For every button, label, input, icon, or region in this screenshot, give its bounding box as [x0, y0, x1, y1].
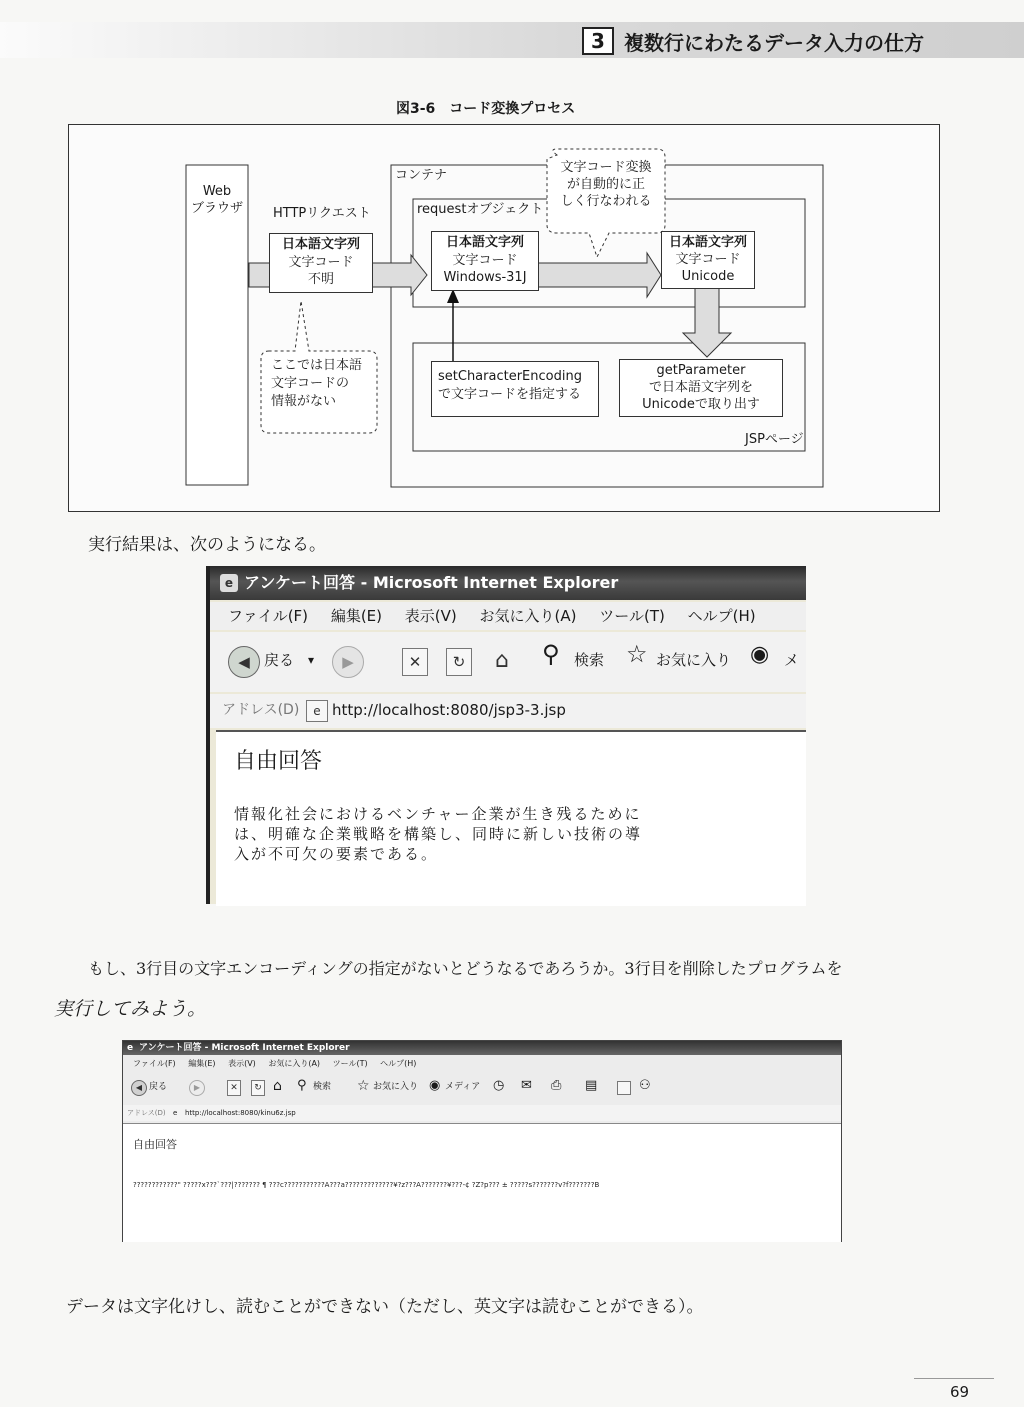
box-request-string	[431, 231, 539, 291]
browser-label-2: ブラウザ	[190, 201, 243, 216]
get-parameter-line2: で日本語文字列を	[648, 380, 753, 395]
browser1-toolbar	[210, 632, 806, 692]
box-browser-line2: 不明	[307, 272, 334, 287]
page-icon-2: e	[173, 1109, 178, 1117]
box-browser-string	[269, 233, 373, 293]
search-label[interactable]: 検索	[574, 651, 605, 669]
browser1-title-bar	[210, 566, 806, 600]
box-request-title: 日本語文字列	[445, 235, 524, 250]
discuss-icon-2[interactable]	[617, 1081, 631, 1095]
browser2-address-bar	[123, 1105, 841, 1121]
menu-help[interactable]: ヘルプ(H)	[687, 607, 756, 625]
callout-none-line-3: 情報がない	[271, 394, 337, 409]
paragraph-result-intro: 実行結果は、次のようになる。	[88, 535, 326, 555]
ie-logo-icon: e	[220, 574, 238, 592]
answer-line-2: は、明確な企業戦略を構築し、同時に新しい技術の導	[234, 825, 643, 843]
paragraph-question-line-1: もし、3行目の文字エンコーディングの指定がないとどうなるであろうか。3行目を削除したプログラムを	[88, 959, 843, 978]
browser2-title: アンケート回答 - Microsoft Internet Explorer	[139, 1043, 350, 1053]
forward-icon-2[interactable]: ▶	[189, 1080, 205, 1096]
favorites-star-icon-2[interactable]: ☆	[357, 1078, 370, 1094]
menu2-file[interactable]: ファイル(F)	[133, 1059, 176, 1068]
figure-caption: 図3-6 コード変換プロセス	[396, 101, 576, 117]
request-object-label: requestオブジェクト	[417, 202, 544, 217]
callout-none-line-2: 文字コードの	[271, 376, 350, 391]
back-label-2[interactable]: 戻る	[149, 1082, 168, 1092]
stop-icon-2[interactable]: ✕	[227, 1080, 241, 1096]
container-label: コンテナ	[395, 168, 448, 183]
favorites-label[interactable]: お気に入り	[656, 651, 732, 669]
back-icon[interactable]: ◀	[228, 646, 260, 678]
browser-window-2	[122, 1040, 842, 1242]
box-request-line1: 文字コード	[452, 253, 518, 268]
paragraph-garbled-explanation: データは文字化けし、読むことができない（ただし、英文字は読むことができる）。	[66, 1297, 704, 1317]
set-encoding-line1: setCharacterEncoding	[438, 369, 582, 384]
set-encoding-line2: で文字コードを指定する	[438, 387, 582, 402]
browser2-ie-icon: e	[127, 1043, 134, 1053]
callout-auto-line-2: が自動的に正	[566, 177, 645, 192]
print-icon-2[interactable]: ⎙	[551, 1078, 562, 1093]
box-unicode-line2: Unicode	[681, 269, 735, 284]
address-url-2[interactable]: http://localhost:8080/kinu6z.jsp	[185, 1109, 296, 1117]
browser-window-1	[206, 566, 806, 904]
chapter-number: 3	[582, 27, 614, 55]
box-request-line2: Windows-31J	[443, 270, 527, 285]
back-icon-2[interactable]: ◀	[131, 1080, 147, 1096]
back-dropdown-icon[interactable]: ▾	[308, 653, 315, 667]
stop-icon[interactable]: ✕	[402, 648, 428, 676]
menu2-tools[interactable]: ツール(T)	[332, 1059, 368, 1068]
browser2-menu-bar	[123, 1057, 841, 1071]
browser1-content	[216, 730, 806, 906]
menu2-help[interactable]: ヘルプ(H)	[380, 1059, 417, 1068]
box-set-encoding	[431, 361, 599, 417]
menu-favorites[interactable]: お気に入り(A)	[479, 607, 577, 625]
home-icon[interactable]: ⌂	[495, 648, 509, 673]
browser2-content	[123, 1123, 841, 1242]
paragraph-question-line-2: 実行してみよう。	[54, 998, 207, 1020]
address-url[interactable]: http://localhost:8080/jsp3-3.jsp	[332, 701, 566, 719]
media-label[interactable]: メ	[784, 651, 800, 669]
menu2-view[interactable]: 表示(V)	[228, 1059, 256, 1068]
address-label: アドレス(D)	[222, 702, 300, 718]
browser1-menu-bar	[210, 602, 806, 630]
page-heading-2: 自由回答	[133, 1138, 177, 1151]
callout-auto-line-1: 文字コード変換	[560, 160, 652, 175]
search-icon[interactable]: ⚲	[542, 640, 560, 668]
edit-icon-2[interactable]: ▤	[585, 1078, 598, 1093]
page-number: 69	[950, 1383, 970, 1401]
menu-file[interactable]: ファイル(F)	[228, 607, 309, 625]
http-request-label: HTTPリクエスト	[273, 206, 371, 221]
get-parameter-line1: getParameter	[656, 363, 746, 378]
media-icon[interactable]: ◉	[750, 642, 770, 667]
refresh-icon-2[interactable]: ↻	[251, 1080, 265, 1096]
answer-line-3: 入が不可欠の要素である。	[234, 845, 439, 863]
menu2-edit[interactable]: 編集(E)	[188, 1059, 216, 1068]
menu2-favorites[interactable]: お気に入り(A)	[268, 1059, 321, 1068]
page-icon: e	[306, 700, 328, 722]
figure-frame	[68, 124, 940, 512]
messenger-icon-2[interactable]: ⚇	[639, 1078, 651, 1093]
menu-edit[interactable]: 編集(E)	[330, 607, 383, 625]
page-heading: 自由回答	[234, 749, 323, 774]
box-get-parameter	[619, 359, 783, 417]
get-parameter-line3: Unicodeで取り出す	[642, 397, 760, 412]
garbled-answer: ????????????" ?????x???`???|??????? ¶ ???c???????????A???a?????????????¥?z???A???????¥???-¢ ?Z?p??? ± ?????s???????v?f???????B	[133, 1181, 600, 1189]
history-icon-2[interactable]: ◷	[493, 1078, 505, 1093]
menu-tools[interactable]: ツール(T)	[599, 607, 665, 625]
refresh-icon[interactable]: ↻	[446, 648, 472, 676]
browser1-address-bar	[210, 694, 806, 728]
favorites-star-icon[interactable]: ☆	[626, 640, 648, 668]
browser-label-1: Web	[202, 184, 232, 199]
browser1-title: アンケート回答 - Microsoft Internet Explorer	[244, 573, 619, 592]
callout-none-line-1: ここでは日本語	[271, 358, 363, 373]
box-unicode-line1: 文字コード	[675, 252, 741, 267]
mail-icon-2[interactable]: ✉	[521, 1078, 532, 1093]
callout-auto-line-3: しく行なわれる	[560, 194, 652, 209]
jsp-page-label: JSPページ	[745, 432, 804, 447]
box-unicode-title: 日本語文字列	[668, 235, 747, 250]
answer-line-1: 情報化社会におけるベンチャー企業が生き残るために	[234, 805, 642, 823]
back-label[interactable]: 戻る	[264, 651, 295, 669]
box-unicode-string	[661, 231, 755, 289]
address-label-2: アドレス(D)	[127, 1109, 166, 1117]
menu-view[interactable]: 表示(V)	[404, 607, 457, 625]
forward-icon[interactable]: ▶	[332, 646, 364, 678]
browser2-title-bar	[123, 1041, 841, 1055]
favorites-label-2[interactable]: お気に入り	[373, 1082, 419, 1092]
search-label-2[interactable]: 検索	[313, 1082, 332, 1092]
page-number-rule	[914, 1378, 994, 1379]
browser2-toolbar	[123, 1073, 841, 1103]
box-browser-title: 日本語文字列	[281, 237, 360, 252]
media-label-2[interactable]: メディア	[445, 1082, 481, 1092]
chapter-title: 複数行にわたるデータ入力の仕方	[624, 31, 924, 55]
media-icon-2[interactable]: ◉	[429, 1078, 441, 1093]
box-browser-line1: 文字コード	[288, 255, 354, 270]
home-icon-2[interactable]: ⌂	[273, 1078, 282, 1094]
search-icon-2[interactable]: ⚲	[297, 1078, 307, 1093]
